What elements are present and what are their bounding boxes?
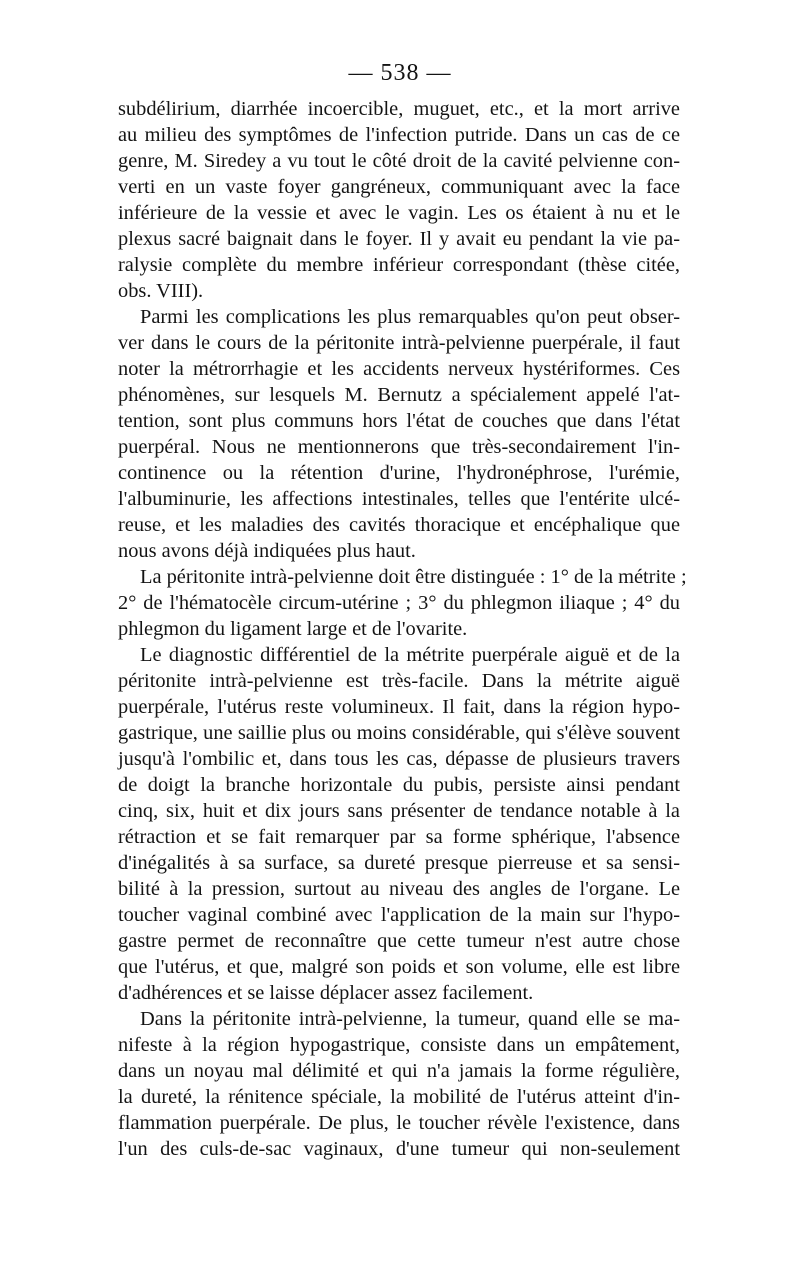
- text-line: de doigt la branche horizontale du pubis, persiste ainsi pendant: [118, 774, 680, 796]
- text-line: phlegmon du ligament large et de l'ovarite.: [118, 618, 468, 640]
- text-line: d'inégalités à sa surface, sa dureté presque pierreuse et sa sensi-: [118, 852, 680, 874]
- text-line: l'un des culs-de-sac vaginaux, d'une tumeur qui non-seulement: [118, 1138, 680, 1160]
- text-line: l'albuminurie, les affections intestinales, telles que l'entérite ulcé-: [118, 488, 680, 510]
- text-line: que l'utérus, et que, malgré son poids et son volume, elle est libre: [118, 956, 680, 978]
- text-line: nifeste à la région hypogastrique, consiste dans un empâtement,: [118, 1034, 680, 1056]
- text-line: Le diagnostic différentiel de la métrite puerpérale aiguë et de la: [140, 644, 680, 666]
- text-line: péritonite intrà-pelvienne est très-facile. Dans la métrite aiguë: [118, 670, 680, 692]
- text-line: noter la métrorrhagie et les accidents nerveux hystériformes. Ces: [118, 358, 680, 380]
- text-line: plexus sacré baignait dans le foyer. Il y avait eu pendant la vie pa-: [118, 228, 680, 250]
- text-line: bilité à la pression, surtout au niveau des angles de l'organe. Le: [118, 878, 680, 900]
- text-line: continence ou la rétention d'urine, l'hydronéphrose, l'urémie,: [118, 462, 680, 484]
- text-line: puerpérale, l'utérus reste volumineux. Il fait, dans la région hypo-: [118, 696, 680, 718]
- text-line: tention, sont plus communs hors l'état de couches que dans l'état: [118, 410, 680, 432]
- text-line: subdélirium, diarrhée incoercible, muguet, etc., et la mort arrive: [118, 98, 680, 120]
- text-line: Dans la péritonite intrà-pelvienne, la tumeur, quand elle se ma-: [140, 1008, 680, 1030]
- text-line: 2° de l'hématocèle circum-utérine ; 3° du phlegmon iliaque ; 4° du: [118, 592, 680, 614]
- text-line: gastrique, une saillie plus ou moins considérable, qui s'élève souvent: [118, 722, 680, 744]
- text-line: La péritonite intrà-pelvienne doit être distinguée : 1° de la métrite ;: [140, 566, 687, 588]
- text-line: au milieu des symptômes de l'infection putride. Dans un cas de ce: [118, 124, 680, 146]
- text-line: gastre permet de reconnaître que cette tumeur n'est autre chose: [118, 930, 680, 952]
- text-line: verti en un vaste foyer gangréneux, communiquant avec la face: [118, 176, 680, 198]
- page-number: — 538 —: [348, 60, 452, 86]
- text-line: obs. VIII).: [118, 280, 204, 302]
- text-line: Parmi les complications les plus remarquables qu'on peut obser-: [140, 306, 680, 328]
- text-line: jusqu'à l'ombilic et, dans tous les cas, dépasse de plusieurs travers: [118, 748, 680, 770]
- text-line: inférieure de la vessie et avec le vagin. Les os étaient à nu et le: [118, 202, 680, 224]
- body-text: [118, 96, 687, 1162]
- text-line: ralysie complète du membre inférieur correspondant (thèse citée,: [118, 254, 680, 276]
- text-line: reuse, et les maladies des cavités thoracique et encéphalique que: [118, 514, 680, 536]
- text-line: dans un noyau mal délimité et qui n'a jamais la forme régulière,: [118, 1060, 680, 1082]
- text-line: flammation puerpérale. De plus, le toucher révèle l'existence, dans: [118, 1112, 680, 1134]
- text-line: cinq, six, huit et dix jours sans présenter de tendance notable à la: [118, 800, 680, 822]
- text-line: puerpéral. Nous ne mentionnerons que très-secondairement l'in-: [118, 436, 680, 458]
- text-line: d'adhérences et se laisse déplacer assez facilement.: [118, 982, 534, 1004]
- text-line: toucher vaginal combiné avec l'application de la main sur l'hypo-: [118, 904, 680, 926]
- text-line: la dureté, la rénitence spéciale, la mobilité de l'utérus atteint d'in-: [118, 1086, 680, 1108]
- text-line: nous avons déjà indiquées plus haut.: [118, 540, 416, 562]
- text-line: rétraction et se fait remarquer par sa forme sphérique, l'absence: [118, 826, 680, 848]
- text-line: genre, M. Siredey a vu tout le côté droit de la cavité pelvienne con-: [118, 150, 680, 172]
- text-line: ver dans le cours de la péritonite intrà-pelvienne puerpérale, il faut: [118, 332, 680, 354]
- text-line: phénomènes, sur lesquels M. Bernutz a spécialement appelé l'at-: [118, 384, 680, 406]
